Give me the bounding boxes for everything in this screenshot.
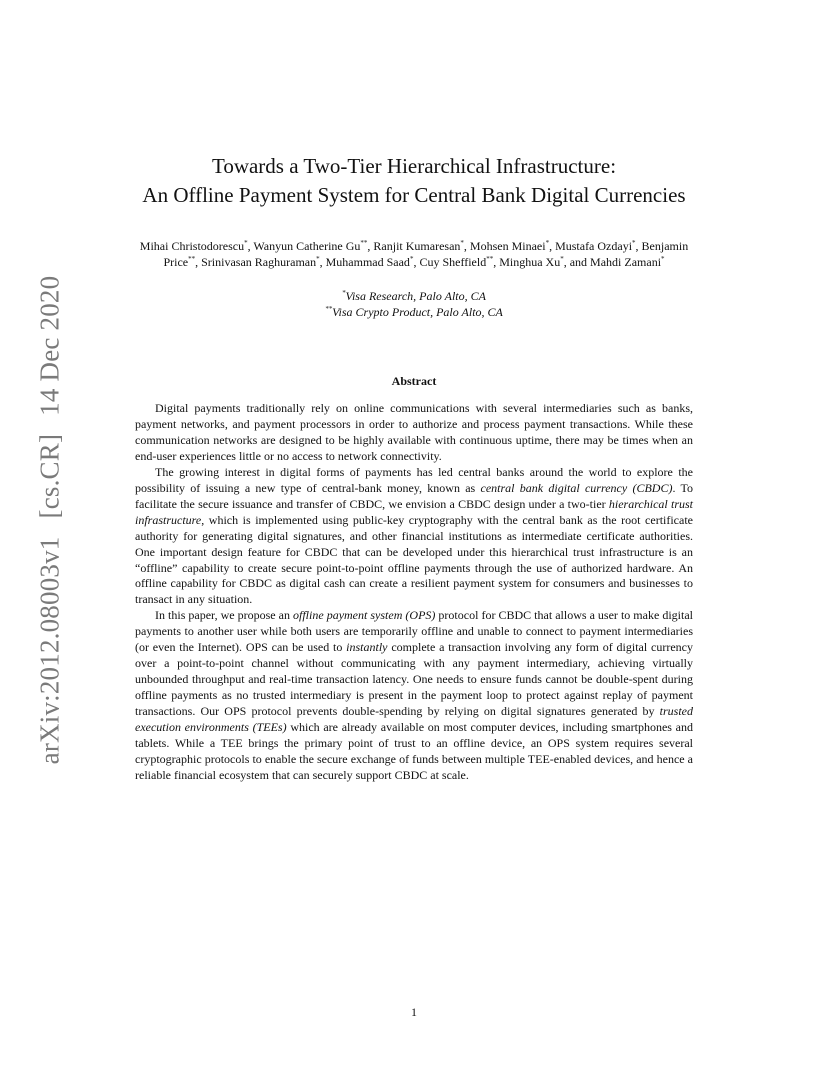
author-name: Mohsen Minaei (469, 239, 546, 253)
emphasized-term: trusted execution environments (TEEs) (135, 704, 693, 735)
author-name: Price (163, 255, 189, 269)
title-line-2: An Offline Payment System for Central Bank Digital Currencies (142, 183, 686, 207)
abstract-paragraph: The growing interest in digital forms of payments has led central banks around the world to explore the possibility of issuing a new type of central-bank money, known as central bank digital currency (CBDC). To facilitate the secure issuance and transfer of CBDC, we envision a CBDC design under a two-tier hierarchical trust infrastructure, which is implemented using public-key cryptography with the central bank as the root certificate authority for generating digital signatures, and other financial institutions as intermediate certificate authorities. One important design feature for CBDC that can be developed under this hierarchical trust infrastructure is an “offline” capability to create secure point-to-point offline payments through the use of authorized hardware. An offline capability for CBDC as digital cash can create a resilient payment system for consumers and businesses to transact in any situation. (135, 464, 693, 607)
arxiv-id: arXiv:2012.08003v1 (34, 536, 65, 765)
affiliation-mark: * (460, 239, 464, 247)
affiliation-line (0, 288, 828, 304)
affiliation-mark: * (560, 255, 564, 263)
author-name: Mahdi Zamani (590, 255, 662, 269)
abstract-heading: Abstract (391, 374, 437, 388)
abstract-body (135, 401, 693, 784)
authors-line-1: Mihai Christodorescu*, Wanyun Catherine Gu**, Ranjit Kumaresan*, Mohsen Minaei*, Mustafa Ozdayi*, Benjamin (139, 239, 689, 253)
affiliation-mark: * (316, 255, 320, 263)
author-name: Ranjit Kumaresan (373, 239, 461, 253)
author-name: Wanyun Catherine Gu (253, 239, 361, 253)
emphasized-term: offline payment system (OPS) (293, 608, 436, 623)
affiliation-line (0, 304, 828, 320)
abstract-paragraph: Digital payments traditionally rely on online communications with several intermediaries such as banks, payment networks, and payment processors in order to authorize and process payment transactions. While these communication networks are designed to be highly available with continuous uptime, there may be times when an end-user experiences little or no access to network connectivity. (135, 401, 693, 463)
title-line-1: Towards a Two-Tier Hierarchical Infrastructure: (211, 154, 617, 178)
author-list (90, 238, 738, 270)
authors-line-2: Price**, Srinivasan Raghuraman*, Muhammad Saad*, Cuy Sheffield**, Minghua Xu*, and Mahdi Zamani* (163, 255, 665, 269)
affiliation-text: Visa Research, Palo Alto, CA (345, 289, 486, 303)
author-name: Minghua Xu (499, 255, 561, 269)
arxiv-date: 14 Dec 2020 (34, 275, 65, 416)
affiliation-mark: * (545, 239, 550, 247)
emphasized-term: instantly (346, 640, 388, 655)
affiliation-mark: ** (325, 305, 333, 313)
author-name: Benjamin (641, 239, 689, 253)
paper-title (0, 152, 828, 210)
affiliations (0, 288, 828, 320)
author-name: Cuy Sheffield (419, 255, 487, 269)
author-name: Srinivasan Raghuraman (201, 255, 317, 269)
author-name: Muhammad Saad (325, 255, 410, 269)
affiliation-mark: * (342, 289, 346, 297)
affiliation-mark: * (409, 255, 414, 263)
affiliation-mark: ** (360, 239, 368, 247)
emphasized-term: hierarchical trust infrastructure (135, 496, 693, 527)
author-name: Mustafa Ozdayi (555, 239, 633, 253)
affiliation-mark: ** (188, 255, 196, 263)
author-name: Mihai Christodorescu (139, 239, 245, 253)
affiliation-mark: * (632, 239, 636, 247)
affiliation-mark: * (661, 255, 665, 263)
affiliation-mark: ** (486, 255, 494, 263)
affiliation-mark: * (244, 239, 248, 247)
arxiv-category: [cs.CR] (34, 433, 65, 519)
emphasized-term: central bank digital currency (CBDC) (480, 480, 673, 495)
page-number: 1 (411, 1005, 417, 1019)
abstract-paragraph: In this paper, we propose an offline payment system (OPS) protocol for CBDC that allows a user to make digital payments to another user while both users are temporarily offline and unable to connect to payment intermediaries (or even the Internet). OPS can be used to instantly complete a transaction involving any form of digital currency over a point-to-point channel without communicating with any payment intermediary, achieving virtually unbounded throughput and real-time transaction latency. One needs to ensure funds cannot be double-spent during offline payments as no trusted intermediary is present in the payment loop to protect against replay of payment transactions. Our OPS protocol prevents double-spending by relying on digital signatures generated by trusted execution environments (TEEs) which are already available on most computer devices, including smartphones and tablets. While a TEE brings the primary point of trust to an offline device, an OPS system requires several cryptographic protocols to enable the secure exchange of funds between multiple TEE-enabled devices, and hence a reliable financial ecosystem that can securely support CBDC at scale. (135, 608, 693, 782)
arxiv-identifier-stamp (35, 276, 66, 765)
affiliation-text: Visa Crypto Product, Palo Alto, CA (332, 305, 503, 319)
